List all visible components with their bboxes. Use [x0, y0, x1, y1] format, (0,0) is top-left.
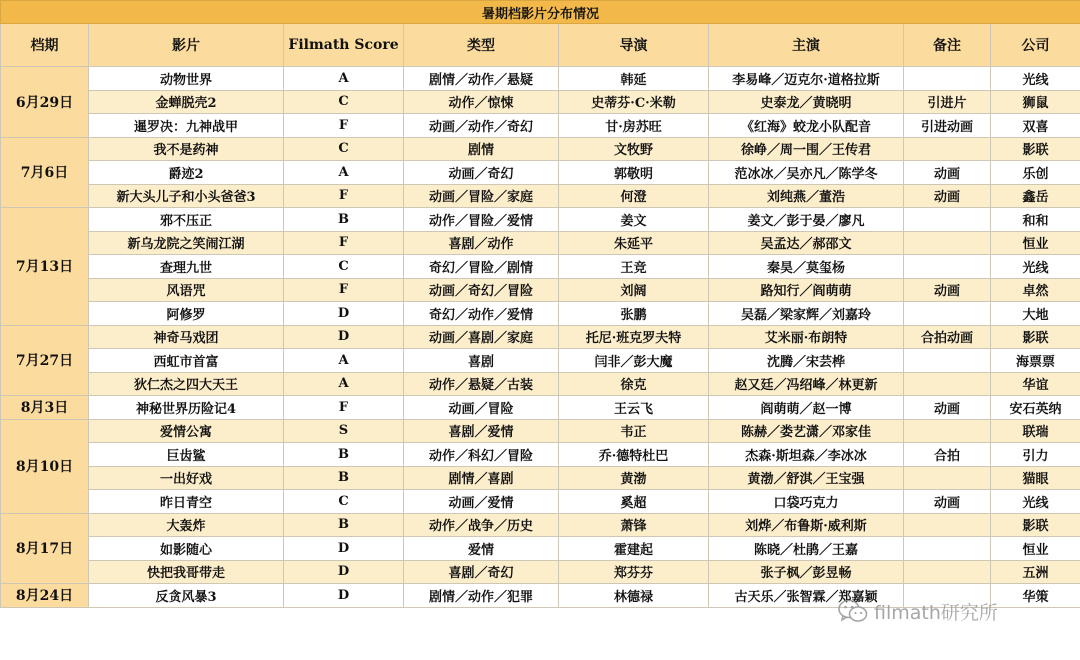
score-cell: D	[284, 560, 404, 584]
film-cell: 爱情公寓	[89, 419, 284, 443]
director-cell: 王竞	[559, 255, 709, 279]
film-cell: 神秘世界历险记4	[89, 396, 284, 420]
note-cell: 引进动画	[904, 114, 991, 138]
table-row	[1, 67, 1080, 91]
score-cell: B	[284, 208, 404, 232]
score-cell: C	[284, 137, 404, 161]
film-cell: 新乌龙院之笑闹江湖	[89, 231, 284, 255]
table-row	[1, 560, 1080, 584]
genre-cell: 喜剧／动作	[404, 231, 559, 255]
table-row	[1, 137, 1080, 161]
header-film: 影片	[89, 24, 284, 67]
director-cell: 托尼·班克罗夫特	[559, 325, 709, 349]
film-cell: 暹罗决：九神战甲	[89, 114, 284, 138]
table-row	[1, 490, 1080, 514]
director-cell: 乔·德特杜巴	[559, 443, 709, 467]
film-cell: 快把我哥带走	[89, 560, 284, 584]
film-cell: 一出好戏	[89, 466, 284, 490]
cast-cell: 杰森·斯坦森／李冰冰	[709, 443, 904, 467]
period-cell: 6月29日	[1, 67, 89, 138]
director-cell: 黄渤	[559, 466, 709, 490]
film-cell: 如影随心	[89, 537, 284, 561]
score-cell: D	[284, 302, 404, 326]
company-cell: 恒业	[991, 231, 1080, 255]
cast-cell: 李易峰／迈克尔·道格拉斯	[709, 67, 904, 91]
genre-cell: 动画／奇幻／冒险	[404, 278, 559, 302]
score-cell: F	[284, 396, 404, 420]
watermark	[838, 598, 998, 625]
company-cell: 引力	[991, 443, 1080, 467]
company-cell: 卓然	[991, 278, 1080, 302]
watermark-text: filmath研究所	[874, 602, 998, 624]
film-cell: 神奇马戏团	[89, 325, 284, 349]
company-cell: 双喜	[991, 114, 1080, 138]
cast-cell: 赵又廷／冯绍峰／林更新	[709, 372, 904, 396]
genre-cell: 剧情／喜剧	[404, 466, 559, 490]
score-cell: B	[284, 513, 404, 537]
table-row	[1, 161, 1080, 185]
genre-cell: 剧情	[404, 137, 559, 161]
company-cell: 和和	[991, 208, 1080, 232]
header-director: 导演	[559, 24, 709, 67]
table-row	[1, 184, 1080, 208]
cast-cell: 刘烨／布鲁斯·威利斯	[709, 513, 904, 537]
genre-cell: 动画／冒险／家庭	[404, 184, 559, 208]
director-cell: 奚超	[559, 490, 709, 514]
company-cell: 光线	[991, 67, 1080, 91]
film-cell: 巨齿鲨	[89, 443, 284, 467]
note-cell	[904, 208, 991, 232]
director-cell: 王云飞	[559, 396, 709, 420]
period-cell: 7月6日	[1, 137, 89, 208]
director-cell: 韩延	[559, 67, 709, 91]
header-cast: 主演	[709, 24, 904, 67]
table-row	[1, 372, 1080, 396]
genre-cell: 喜剧／爱情	[404, 419, 559, 443]
score-cell: A	[284, 349, 404, 373]
company-cell: 恒业	[991, 537, 1080, 561]
score-cell: A	[284, 372, 404, 396]
table-row	[1, 302, 1080, 326]
cast-cell: 秦昊／莫玺杨	[709, 255, 904, 279]
table-row	[1, 208, 1080, 232]
table-row	[1, 396, 1080, 420]
company-cell: 鑫岳	[991, 184, 1080, 208]
table-title: 暑期档影片分布情况	[1, 1, 1080, 24]
table-row	[1, 325, 1080, 349]
company-cell: 影联	[991, 513, 1080, 537]
director-cell: 郭敬明	[559, 161, 709, 185]
film-cell: 爵迹2	[89, 161, 284, 185]
film-cell: 动物世界	[89, 67, 284, 91]
director-cell: 刘阔	[559, 278, 709, 302]
note-cell	[904, 231, 991, 255]
note-cell	[904, 349, 991, 373]
genre-cell: 剧情／动作／犯罪	[404, 584, 559, 608]
note-cell	[904, 537, 991, 561]
note-cell	[904, 466, 991, 490]
cast-cell: 《红海》蛟龙小队配音	[709, 114, 904, 138]
genre-cell: 动画／动作／奇幻	[404, 114, 559, 138]
genre-cell: 动画／冒险	[404, 396, 559, 420]
period-cell: 8月10日	[1, 419, 89, 513]
company-cell: 狮鼠	[991, 90, 1080, 114]
period-cell: 7月27日	[1, 325, 89, 396]
director-cell: 徐克	[559, 372, 709, 396]
note-cell	[904, 513, 991, 537]
film-cell: 狄仁杰之四大天王	[89, 372, 284, 396]
table-row	[1, 513, 1080, 537]
note-cell: 动画	[904, 396, 991, 420]
cast-cell: 范冰冰／吴亦凡／陈学冬	[709, 161, 904, 185]
cast-cell: 史泰龙／黄晓明	[709, 90, 904, 114]
note-cell	[904, 255, 991, 279]
director-cell: 郑芬芬	[559, 560, 709, 584]
score-cell: C	[284, 490, 404, 514]
note-cell: 合拍动画	[904, 325, 991, 349]
note-cell	[904, 560, 991, 584]
table-row	[1, 443, 1080, 467]
score-cell: A	[284, 161, 404, 185]
score-cell: C	[284, 255, 404, 279]
film-cell: 阿修罗	[89, 302, 284, 326]
score-cell: F	[284, 184, 404, 208]
genre-cell: 动作／冒险／爱情	[404, 208, 559, 232]
cast-cell: 艾米丽·布朗特	[709, 325, 904, 349]
company-cell: 影联	[991, 325, 1080, 349]
period-cell: 8月17日	[1, 513, 89, 584]
table-row	[1, 90, 1080, 114]
score-cell: F	[284, 278, 404, 302]
genre-cell: 奇幻／动作／爱情	[404, 302, 559, 326]
cast-cell: 沈腾／宋芸桦	[709, 349, 904, 373]
note-cell	[904, 67, 991, 91]
header-company: 公司	[991, 24, 1080, 67]
score-cell: S	[284, 419, 404, 443]
score-cell: B	[284, 443, 404, 467]
cast-cell: 路知行／阎萌萌	[709, 278, 904, 302]
cast-cell: 陈赫／娄艺潇／邓家佳	[709, 419, 904, 443]
director-cell: 霍建起	[559, 537, 709, 561]
cast-cell: 黄渤／舒淇／王宝强	[709, 466, 904, 490]
header-period: 档期	[1, 24, 89, 67]
cast-cell: 姜文／彭于晏／廖凡	[709, 208, 904, 232]
film-cell: 新大头儿子和小头爸爸3	[89, 184, 284, 208]
table-body	[1, 67, 1080, 608]
company-cell: 猫眼	[991, 466, 1080, 490]
film-cell: 风语咒	[89, 278, 284, 302]
score-cell: D	[284, 325, 404, 349]
director-cell: 何澄	[559, 184, 709, 208]
period-cell: 8月3日	[1, 396, 89, 420]
company-cell: 大地	[991, 302, 1080, 326]
note-cell: 动画	[904, 161, 991, 185]
cast-cell: 徐峥／周一围／王传君	[709, 137, 904, 161]
film-cell: 查理九世	[89, 255, 284, 279]
company-cell: 影联	[991, 137, 1080, 161]
score-cell: B	[284, 466, 404, 490]
table-row	[1, 114, 1080, 138]
header-note: 备注	[904, 24, 991, 67]
film-cell: 邪不压正	[89, 208, 284, 232]
header-score: Filmath Score	[284, 24, 404, 67]
table-row	[1, 231, 1080, 255]
director-cell: 甘·房苏旺	[559, 114, 709, 138]
score-cell: D	[284, 537, 404, 561]
genre-cell: 动作／战争／历史	[404, 513, 559, 537]
period-cell: 7月13日	[1, 208, 89, 326]
table-row	[1, 466, 1080, 490]
director-cell: 萧锋	[559, 513, 709, 537]
cast-cell: 阎萌萌／赵一博	[709, 396, 904, 420]
company-cell: 华策	[991, 584, 1080, 608]
genre-cell: 奇幻／冒险／剧情	[404, 255, 559, 279]
cast-cell: 刘纯燕／董浩	[709, 184, 904, 208]
cast-cell: 吴磊／梁家辉／刘嘉玲	[709, 302, 904, 326]
genre-cell: 喜剧	[404, 349, 559, 373]
note-cell: 合拍	[904, 443, 991, 467]
note-cell: 动画	[904, 184, 991, 208]
wechat-icon	[838, 599, 868, 625]
film-cell: 反贪风暴3	[89, 584, 284, 608]
note-cell	[904, 372, 991, 396]
score-cell: F	[284, 231, 404, 255]
note-cell	[904, 302, 991, 326]
film-cell: 大轰炸	[89, 513, 284, 537]
genre-cell: 动画／喜剧／家庭	[404, 325, 559, 349]
cast-cell: 口袋巧克力	[709, 490, 904, 514]
cast-cell: 张子枫／彭昱畅	[709, 560, 904, 584]
cast-cell: 古天乐／张智霖／郑嘉颖	[709, 584, 904, 608]
genre-cell: 喜剧／奇幻	[404, 560, 559, 584]
score-cell: C	[284, 90, 404, 114]
director-cell: 闫非／彭大魔	[559, 349, 709, 373]
director-cell: 朱延平	[559, 231, 709, 255]
table-row	[1, 255, 1080, 279]
company-cell: 光线	[991, 490, 1080, 514]
cast-cell: 陈晓／杜鹃／王嘉	[709, 537, 904, 561]
film-cell: 我不是药神	[89, 137, 284, 161]
score-cell: F	[284, 114, 404, 138]
genre-cell: 动画／爱情	[404, 490, 559, 514]
note-cell: 动画	[904, 278, 991, 302]
note-cell	[904, 137, 991, 161]
note-cell	[904, 419, 991, 443]
company-cell: 海票票	[991, 349, 1080, 373]
company-cell: 乐创	[991, 161, 1080, 185]
film-cell: 昨日青空	[89, 490, 284, 514]
score-cell: A	[284, 67, 404, 91]
period-cell: 8月24日	[1, 584, 89, 608]
genre-cell: 剧情／动作／悬疑	[404, 67, 559, 91]
director-cell: 张鹏	[559, 302, 709, 326]
score-cell: D	[284, 584, 404, 608]
genre-cell: 动作／惊悚	[404, 90, 559, 114]
cast-cell: 吴孟达／郝邵文	[709, 231, 904, 255]
header-genre: 类型	[404, 24, 559, 67]
director-cell: 文牧野	[559, 137, 709, 161]
film-cell: 金蝉脱壳2	[89, 90, 284, 114]
company-cell: 安石英纳	[991, 396, 1080, 420]
genre-cell: 动作／科幻／冒险	[404, 443, 559, 467]
table-row	[1, 349, 1080, 373]
note-cell: 动画	[904, 490, 991, 514]
company-cell: 联瑞	[991, 419, 1080, 443]
company-cell: 华谊	[991, 372, 1080, 396]
table-row	[1, 278, 1080, 302]
director-cell: 史蒂芬·C·米勒	[559, 90, 709, 114]
note-cell: 引进片	[904, 90, 991, 114]
director-cell: 韦正	[559, 419, 709, 443]
genre-cell: 动作／悬疑／古装	[404, 372, 559, 396]
genre-cell: 动画／奇幻	[404, 161, 559, 185]
table-row	[1, 419, 1080, 443]
company-cell: 五洲	[991, 560, 1080, 584]
film-cell: 西虹市首富	[89, 349, 284, 373]
company-cell: 光线	[991, 255, 1080, 279]
table-row	[1, 537, 1080, 561]
director-cell: 姜文	[559, 208, 709, 232]
director-cell: 林德禄	[559, 584, 709, 608]
genre-cell: 爱情	[404, 537, 559, 561]
